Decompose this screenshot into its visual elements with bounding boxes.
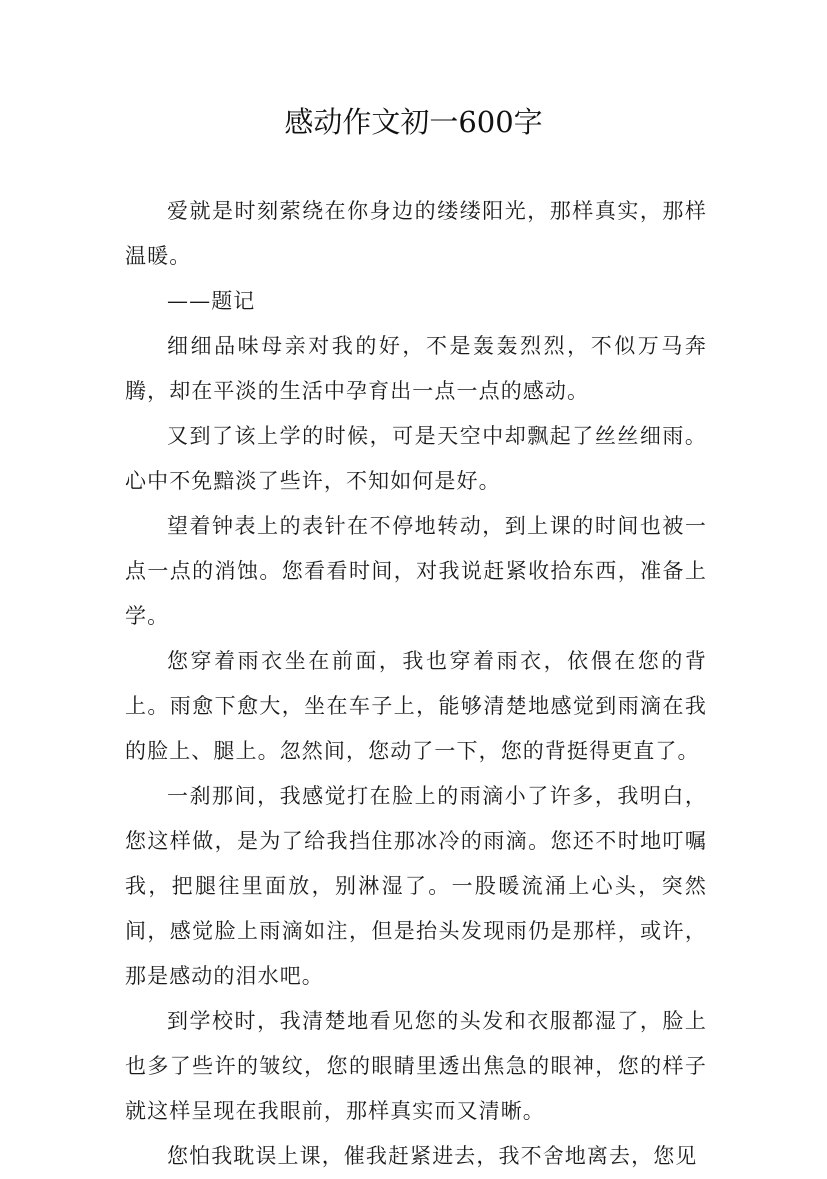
- paragraph: 到学校时，我清楚地看见您的头发和衣服都湿了，脸上也多了些许的皱纹，您的眼睛里透出焦急的眼神，您的样子就这样呈现在我眼前，那样真实而又清晰。: [125, 1009, 707, 1123]
- paragraph-inscription: ——题记: [167, 289, 256, 313]
- paragraph: 细细品味母亲对我的好，不是轰轰烈烈，不似万马奔腾，却在平淡的生活中孕育出一点一点的感动。: [125, 334, 707, 403]
- paragraph: 您怕我耽误上课，催我赶紧进去，我不舍地离去，您见: [167, 1144, 698, 1168]
- paragraph-epigraph: 爱就是时刻萦绕在你身边的缕缕阳光，那样真实，那样温暖。: [125, 199, 707, 268]
- paragraph: 一刹那间，我感觉打在脸上的雨滴小了许多，我明白，您这样做，是为了给我挡住那冰冷的雨滴。您还不时地叮嘱我，把腿往里面放，别淋湿了。一股暖流涌上心头，突然间，感觉脸上雨滴如注，但是抬头发现雨仍是那样，或许，那是感动的泪水吧。: [125, 784, 707, 988]
- paragraph: 您穿着雨衣坐在前面，我也穿着雨衣，依偎在您的背上。雨愈下愈大，坐在车子上，能够清楚地感觉到雨滴在我的脸上、腿上。忽然间，您动了一下，您的背挺得更直了。: [125, 649, 707, 763]
- paragraph: 又到了该上学的时候，可是天空中却飘起了丝丝细雨。心中不免黯淡了些许，不知如何是好。: [125, 424, 707, 493]
- document-title: 感动作文初一600字: [284, 105, 543, 139]
- paragraph: 望着钟表上的表针在不停地转动，到上课的时间也被一点一点的消蚀。您看看时间，对我说赶紧收拾东西，准备上学。: [125, 514, 707, 628]
- document-body: [125, 189, 707, 1179]
